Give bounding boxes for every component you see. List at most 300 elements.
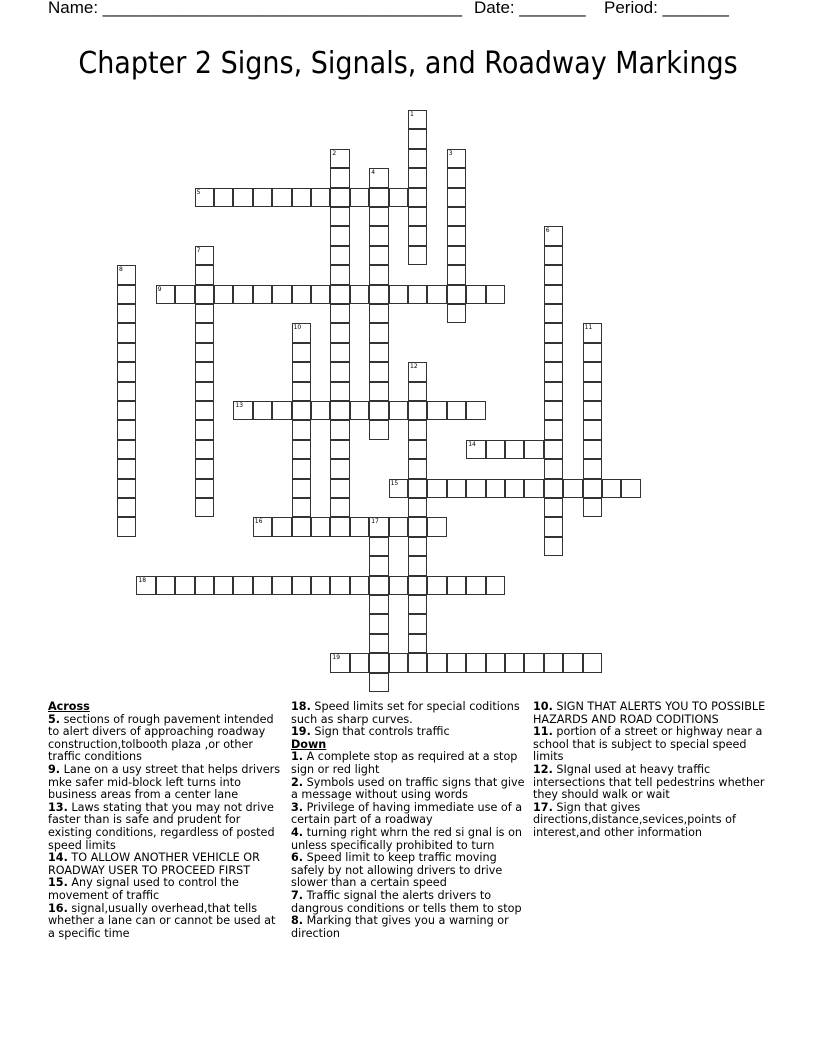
clue-down-8 [291,915,527,940]
crossword-cell[interactable] [583,401,602,420]
crossword-cell[interactable] [408,188,427,207]
crossword-cell[interactable] [544,440,563,459]
crossword-cell[interactable] [408,537,427,556]
clue-text: signal,usually overhead,that tells whether a lane can or cannot be used at a specific time [48,901,276,940]
crossword-cell[interactable] [195,246,214,265]
crossword-cell[interactable] [369,556,388,575]
clue-down-3 [291,802,527,827]
crossword-cell[interactable] [311,517,330,536]
crossword-cell[interactable] [292,498,311,517]
crossword-cell[interactable] [408,440,427,459]
crossword-cell[interactable] [427,285,446,304]
crossword-cell[interactable] [350,285,369,304]
crossword-cell[interactable] [292,362,311,381]
crossword-cell[interactable] [408,614,427,633]
crossword-cell[interactable] [583,420,602,439]
crossword-cell[interactable] [369,362,388,381]
crossword-cell[interactable] [369,304,388,323]
crossword-cell[interactable] [466,653,485,672]
cell-number: 19 [332,654,341,662]
crossword-cell[interactable] [427,401,446,420]
clues-column-3 [533,701,769,840]
crossword-cell[interactable] [447,653,466,672]
crossword-cell[interactable] [466,440,485,459]
clue-number: 1. [291,750,304,764]
crossword-cell[interactable] [583,362,602,381]
crossword-cell[interactable] [486,440,505,459]
crossword-cell[interactable] [369,226,388,245]
crossword-cell[interactable] [369,595,388,614]
clue-text: SIgnal used at heavy traffic intersections that tell pedestrins whether they should walk or wait [533,762,765,802]
crossword-cell[interactable] [350,653,369,672]
clue-across-15 [48,877,284,902]
crossword-cell[interactable] [253,401,272,420]
crossword-cell[interactable] [117,401,136,420]
cell-number: 17 [371,518,379,526]
crossword-cell[interactable] [369,168,388,187]
clue-number: 19. [291,725,311,739]
crossword-cell[interactable] [330,653,349,672]
crossword-cell[interactable] [544,343,563,362]
clue-down-10 [533,701,769,726]
crossword-cell[interactable] [330,459,349,478]
crossword-cell[interactable] [427,653,446,672]
crossword-cell[interactable] [408,576,427,595]
clue-number: 14. [48,851,68,865]
crossword-cell[interactable] [369,323,388,342]
crossword-cell[interactable] [330,323,349,342]
crossword-cell[interactable] [466,401,485,420]
crossword-cell[interactable] [214,188,233,207]
crossword-cell[interactable] [408,129,427,148]
clue-text: turning right whrn the red si gnal is on unless specifically prohibited to turn [291,825,523,852]
crossword-cell[interactable] [544,517,563,536]
clue-across-18 [291,701,527,726]
crossword-cell[interactable] [175,576,194,595]
clue-number: 8. [291,914,304,928]
clues-column-2 [291,701,527,940]
crossword-cell[interactable] [156,285,175,304]
crossword-cell[interactable] [311,401,330,420]
crossword-cell[interactable] [330,188,349,207]
crossword-cell[interactable] [117,362,136,381]
crossword-cell[interactable] [311,188,330,207]
clue-down-2 [291,777,527,802]
crossword-cell[interactable] [195,420,214,439]
crossword-cell[interactable] [369,285,388,304]
crossword-cell[interactable] [621,479,640,498]
clue-text: Sign that gives directions,distance,sevices,points of interest,and other information [533,800,736,839]
crossword-cell[interactable] [544,420,563,439]
crossword-cell[interactable] [427,576,446,595]
crossword-cell[interactable] [583,343,602,362]
crossword-cell[interactable] [214,285,233,304]
crossword-cell[interactable] [253,576,272,595]
clue-number: 10. [533,700,553,713]
crossword-cell[interactable] [408,556,427,575]
crossword-cell[interactable] [369,653,388,672]
crossword-cell[interactable] [544,479,563,498]
crossword-cell[interactable] [466,285,485,304]
across-heading: Across [48,700,90,713]
crossword-cell[interactable] [602,479,621,498]
crossword-cell[interactable] [117,304,136,323]
crossword-cell[interactable] [330,362,349,381]
crossword-cell[interactable] [350,517,369,536]
crossword-cell[interactable] [253,285,272,304]
clue-number: 5. [48,712,61,726]
crossword-cell[interactable] [233,188,252,207]
crossword-cell[interactable] [447,168,466,187]
clue-number: 4. [291,825,304,839]
cell-number: 15 [390,479,399,487]
crossword-cell[interactable] [524,479,543,498]
clue-down-1 [291,751,527,776]
crossword-cell[interactable] [369,420,388,439]
crossword-cell[interactable] [330,401,349,420]
crossword-cell[interactable] [272,576,291,595]
cell-number: 2 [332,149,337,157]
crossword-cell[interactable] [369,265,388,284]
clue-across-13 [48,802,284,852]
crossword-cell[interactable] [544,246,563,265]
crossword-cell[interactable] [544,362,563,381]
crossword-cell[interactable] [195,343,214,362]
crossword-cell[interactable] [389,401,408,420]
name-field[interactable]: Name: ______________________________________ [48,0,463,17]
crossword-cell[interactable] [544,401,563,420]
crossword-cell[interactable] [447,479,466,498]
cell-number: 18 [138,576,147,584]
crossword-cell[interactable] [117,498,136,517]
crossword-cell[interactable] [272,188,291,207]
crossword-cell[interactable] [408,168,427,187]
crossword-cell[interactable] [253,188,272,207]
crossword-cell[interactable] [330,576,349,595]
crossword-cell[interactable] [117,440,136,459]
clue-text: Any signal used to control the movement of traffic [48,876,239,902]
crossword-cell[interactable] [369,614,388,633]
crossword-cell[interactable] [292,323,311,342]
clue-number: 11. [533,725,553,739]
crossword-cell[interactable] [292,459,311,478]
clue-number: 6. [291,851,304,865]
crossword-cell[interactable] [408,226,427,245]
crossword-cell[interactable] [330,149,349,168]
crossword-cell[interactable] [214,576,233,595]
cell-number: 13 [235,402,244,409]
crossword-cell[interactable] [544,323,563,342]
crossword-cell[interactable] [292,285,311,304]
crossword-cell[interactable] [330,285,349,304]
clue-number: 13. [48,800,68,814]
crossword-cell[interactable] [389,576,408,595]
cell-number: 16 [254,518,263,526]
crossword-cell[interactable] [447,207,466,226]
crossword-cell[interactable] [195,188,214,207]
crossword-cell[interactable] [350,401,369,420]
crossword-cell[interactable] [272,401,291,420]
crossword-cell[interactable] [369,207,388,226]
crossword-cell[interactable] [408,246,427,265]
crossword-cell[interactable] [311,285,330,304]
clue-across-14 [48,852,284,877]
crossword-cell[interactable] [583,323,602,342]
crossword-cell[interactable] [369,246,388,265]
crossword-cell[interactable] [311,576,330,595]
crossword-cell[interactable] [486,479,505,498]
crossword-cell[interactable] [408,634,427,653]
crossword-cell[interactable] [117,479,136,498]
crossword-cell[interactable] [447,265,466,284]
crossword-cell[interactable] [350,576,369,595]
crossword-cell[interactable] [233,576,252,595]
crossword-cell[interactable] [253,517,272,536]
clue-text: Symbols used on traffic signs that give a message without using words [291,775,525,802]
crossword-cell[interactable] [544,285,563,304]
crossword-cell[interactable] [195,323,214,342]
crossword-cell[interactable] [408,498,427,517]
crossword-cell[interactable] [408,207,427,226]
clue-number: 12. [533,762,553,776]
crossword-cell[interactable] [408,653,427,672]
crossword-cell[interactable] [563,653,582,672]
crossword-cell[interactable] [466,576,485,595]
crossword-cell[interactable] [583,653,602,672]
crossword-cell[interactable] [389,517,408,536]
crossword-cell[interactable] [369,188,388,207]
crossword-cell[interactable] [330,207,349,226]
clue-down-4 [291,827,527,852]
crossword-cell[interactable] [330,382,349,401]
crossword-cell[interactable] [292,188,311,207]
crossword-cell[interactable] [330,517,349,536]
crossword-cell[interactable] [408,517,427,536]
crossword-cell[interactable] [524,653,543,672]
crossword-cell[interactable] [330,420,349,439]
clue-across-16 [48,903,284,941]
crossword-cell[interactable] [330,246,349,265]
crossword-cell[interactable] [117,285,136,304]
crossword-cell[interactable] [195,576,214,595]
crossword-cell[interactable] [427,479,446,498]
cell-number: 8 [119,266,123,274]
crossword-cell[interactable] [486,653,505,672]
crossword-cell[interactable] [117,382,136,401]
crossword-cell[interactable] [117,459,136,478]
crossword-cell[interactable] [117,323,136,342]
crossword-cell[interactable] [544,265,563,284]
crossword-cell[interactable] [330,304,349,323]
crossword-cell[interactable] [195,459,214,478]
crossword-cell[interactable] [447,401,466,420]
crossword-cell[interactable] [505,479,524,498]
crossword-cell[interactable] [136,576,155,595]
crossword-cell[interactable] [369,401,388,420]
cell-number: 4 [371,169,376,177]
crossword-cell[interactable] [330,226,349,245]
crossword-cell[interactable] [195,440,214,459]
period-field[interactable]: Period: _______ [604,0,729,17]
clue-text: Speed limits set for special coditions such as sharp curves. [291,700,520,726]
crossword-cell[interactable] [233,401,252,420]
crossword-cell[interactable] [369,634,388,653]
crossword-cell[interactable] [408,459,427,478]
crossword-cell[interactable] [330,343,349,362]
clue-number: 9. [48,762,61,776]
crossword-cell[interactable] [330,168,349,187]
crossword-cell[interactable] [544,382,563,401]
crossword-cell[interactable] [330,265,349,284]
crossword-cell[interactable] [156,576,175,595]
clue-number: 2. [291,775,304,789]
crossword-cell[interactable] [272,285,291,304]
crossword-cell[interactable] [292,576,311,595]
crossword-cell[interactable] [408,149,427,168]
clue-down-11 [533,726,769,764]
cell-number: 11 [584,324,593,332]
clue-text: Marking that gives you a warning or direction [291,914,509,940]
clue-number: 18. [291,700,311,713]
crossword-cell[interactable] [195,498,214,517]
cell-number: 7 [196,246,201,254]
crossword-cell[interactable] [369,537,388,556]
crossword-cell[interactable] [292,517,311,536]
crossword-cell[interactable] [408,595,427,614]
crossword-cell[interactable] [505,440,524,459]
crossword-cell[interactable] [583,479,602,498]
crossword-cell[interactable] [195,304,214,323]
clue-across-5 [48,714,284,764]
clue-text: A complete stop as required at a stop sign or red light [291,750,518,776]
crossword-cell[interactable] [544,498,563,517]
crossword-cell[interactable] [117,420,136,439]
crossword-cell[interactable] [292,382,311,401]
crossword-cell[interactable] [369,343,388,362]
crossword-cell[interactable] [466,479,485,498]
crossword-cell[interactable] [369,576,388,595]
crossword-cell[interactable] [408,110,427,129]
clue-text: Privilege of having immediate use of a certain part of a roadway [291,800,523,827]
date-field[interactable]: Date: _______ [474,0,586,17]
crossword-cell[interactable] [544,459,563,478]
clue-across-19 [291,726,527,739]
crossword-cell[interactable] [389,285,408,304]
crossword-cell[interactable] [117,343,136,362]
crossword-cell[interactable] [330,440,349,459]
crossword-cell[interactable] [583,440,602,459]
crossword-cell[interactable] [447,576,466,595]
crossword-cell[interactable] [389,479,408,498]
cell-number: 1 [410,111,414,118]
clues-column-1 [48,701,284,940]
cell-number: 10 [293,324,302,332]
crossword-cell[interactable] [408,382,427,401]
crossword-cell[interactable] [369,517,388,536]
clue-text: Traffic signal the alerts drivers to dangrous conditions or tells them to stop [291,888,522,915]
crossword-cell[interactable] [408,401,427,420]
crossword-cell[interactable] [330,479,349,498]
crossword-cell[interactable] [389,653,408,672]
crossword-cell[interactable] [369,382,388,401]
crossword-cell[interactable] [272,517,291,536]
crossword-cell[interactable] [292,401,311,420]
clue-down-12 [533,764,769,802]
crossword-cell[interactable] [408,285,427,304]
clue-text: Sign that controls traffic [310,725,450,739]
clue-text: Laws stating that you may not drive faster than is safe and prudent for existing conditions, regardless of posted speed limits [48,800,275,852]
clue-down-6 [291,852,527,890]
crossword-cell[interactable] [408,420,427,439]
clue-text: Speed limit to keep traffic moving safely by not allowing drivers to drive slower than a certain speed [291,851,503,890]
crossword-cell[interactable] [175,285,194,304]
crossword-cell[interactable] [447,246,466,265]
crossword-cell[interactable] [369,673,388,692]
crossword-cell[interactable] [583,459,602,478]
clue-down-17 [533,802,769,840]
crossword-cell[interactable] [447,226,466,245]
crossword-cell[interactable] [563,479,582,498]
crossword-cell[interactable] [524,440,543,459]
clue-text: TO ALLOW ANOTHER VEHICLE OR ROADWAY USER TO PROCEED FIRST [48,851,260,877]
crossword-cell[interactable] [447,149,466,168]
clue-number: 7. [291,888,304,902]
crossword-cell[interactable] [292,343,311,362]
crossword-cell[interactable] [195,362,214,381]
crossword-cell[interactable] [195,401,214,420]
crossword-cell[interactable] [486,576,505,595]
crossword-cell[interactable] [117,265,136,284]
crossword-cell[interactable] [389,188,408,207]
crossword-cell[interactable] [427,517,446,536]
crossword-cell[interactable] [505,653,524,672]
cell-number: 14 [468,440,476,448]
crossword-cell[interactable] [195,265,214,284]
crossword-cell[interactable] [292,420,311,439]
clue-text: SIGN THAT ALERTS YOU TO POSSIBLE HAZARDS AND ROAD CODITIONS [533,700,766,726]
crossword-cell[interactable] [544,653,563,672]
crossword-cell[interactable] [233,285,252,304]
crossword-cell[interactable] [544,537,563,556]
clue-number: 17. [533,800,553,814]
crossword-cell[interactable] [447,285,466,304]
crossword-cell[interactable] [447,188,466,207]
crossword-cell[interactable] [330,498,349,517]
crossword-cell[interactable] [408,362,427,381]
crossword-cell[interactable] [583,382,602,401]
crossword-cell[interactable] [447,304,466,323]
cell-number: 12 [410,363,418,371]
crossword-cell[interactable] [292,479,311,498]
crossword-cell[interactable] [350,188,369,207]
crossword-cell[interactable] [195,382,214,401]
cell-number: 6 [545,227,550,235]
crossword-cell[interactable] [292,440,311,459]
crossword-cell[interactable] [195,285,214,304]
page-title: Chapter 2 Signs, Signals, and Roadway Markings [78,46,738,81]
clue-text: portion of a street or highway near a school that is subject to special speed limits [533,725,763,764]
crossword-cell[interactable] [486,285,505,304]
clue-text: sections of rough pavement intended to alert divers of approaching roadway construction,tolbooth plaza ,or other traffic conditions [48,712,274,764]
crossword-cell[interactable] [544,226,563,245]
crossword-cell[interactable] [544,304,563,323]
crossword-cell[interactable] [583,498,602,517]
crossword-cell[interactable] [408,479,427,498]
crossword-cell[interactable] [117,517,136,536]
clue-number: 16. [48,901,68,915]
cell-number: 9 [157,285,162,293]
crossword-cell[interactable] [195,479,214,498]
